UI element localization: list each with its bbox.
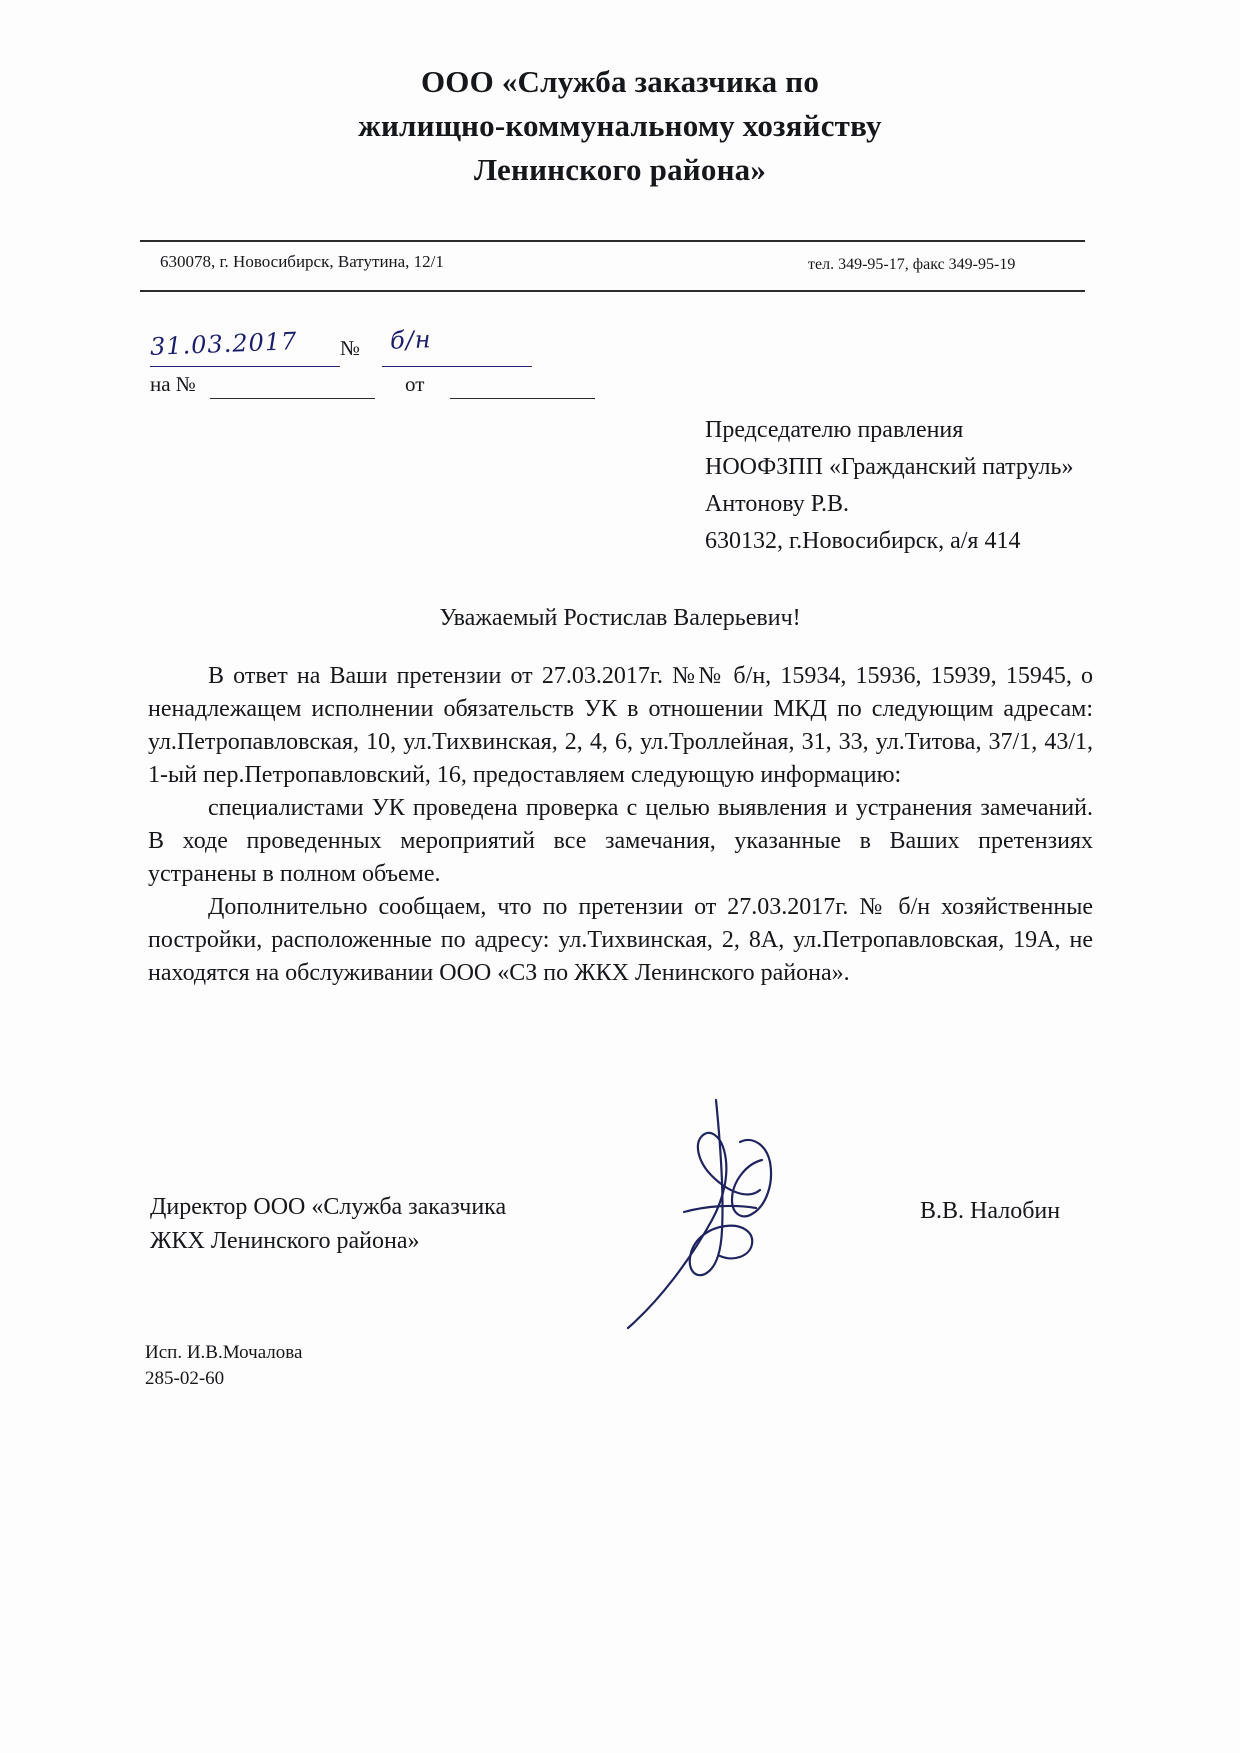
addressee-block [705,412,1165,560]
registration-date-row [149,325,570,370]
letter-body [148,660,1093,990]
reference-date-label: от [405,372,425,396]
body-paragraph-2: специалистами УК проведена проверка с целью выявления и устранения замечаний. В ходе проведенных мероприятий все замечания, указанные в Ваших претензиях устранены в полном объеме. [148,795,1093,887]
signature-image [620,1080,880,1340]
reference-number-underline [210,398,375,399]
signer-name: В.В. Налобин [920,1198,1061,1224]
executor-block [145,1340,302,1392]
organization-name-line-1: ООО «Служба заказчика по [420,64,820,99]
reference-row [150,372,600,404]
body-paragraph-3: Дополнительно сообщаем, что по претензии от 27.03.2017г. № б/н хозяйственные постройки, расположенные по адресу: ул.Тихвинская, 2, 8А, ул.Петропавловская, 19А, не находятся на обслуживании ООО «СЗ по ЖКХ Ленинского района». [148,894,1093,986]
letterhead-divider-bottom [140,290,1085,292]
signer-title-line-1: Директор ООО «Служба заказчика [150,1194,507,1220]
registration-number-value: б/н [389,325,433,355]
letterhead [150,60,1090,192]
organization-name-line-2: жилищно-коммунальному хозяйству [358,108,882,143]
addressee-line-4: 630132, г.Новосибирск, а/я 414 [705,528,1021,554]
body-paragraph-1: В ответ на Ваши претензии от 27.03.2017г. №№ б/н, 15934, 15936, 15939, 15945, о ненадлежащем исполнении обязательств УК в отношении МКД по следующим адресам: ул.Петропавловская, 10, ул.Тихвинская, 2, 4, 6, ул.Троллейная, 31, 33, ул.Титова, 37/1, 43/1, 1-ый пер.Петропавловский, 16, предоставляем следующую информацию: [148,663,1093,788]
executor-name: Исп. И.В.Мочалова [145,1342,303,1363]
addressee-line-1: Председателю правления [705,417,964,443]
letterhead-divider-top [140,240,1085,242]
signer-title-line-2: ЖКХ Ленинского района» [150,1228,420,1254]
registration-date-value: 31.03.2017 [149,327,298,361]
organization-name-line-3: Ленинского района» [473,152,767,187]
addressee-line-2: НООФЗПП «Гражданский патруль» [705,454,1074,480]
signer-title [150,1190,590,1258]
reference-number-label: на № [150,372,196,396]
executor-phone: 285-02-60 [145,1368,225,1389]
addressee-line-3: Антонову Р.В. [705,491,850,517]
registration-number-underline [382,366,532,367]
reference-date-underline [450,398,595,399]
salutation: Уважаемый Ростислав Валерьевич! [439,605,801,631]
organization-address: 630078, г. Новосибирск, Ватутина, 12/1 [160,252,444,271]
registration-date-underline [150,366,340,367]
registration-number-label: № [340,336,361,360]
organization-phones: тел. 349-95-17, факс 349-95-19 [808,256,1016,273]
